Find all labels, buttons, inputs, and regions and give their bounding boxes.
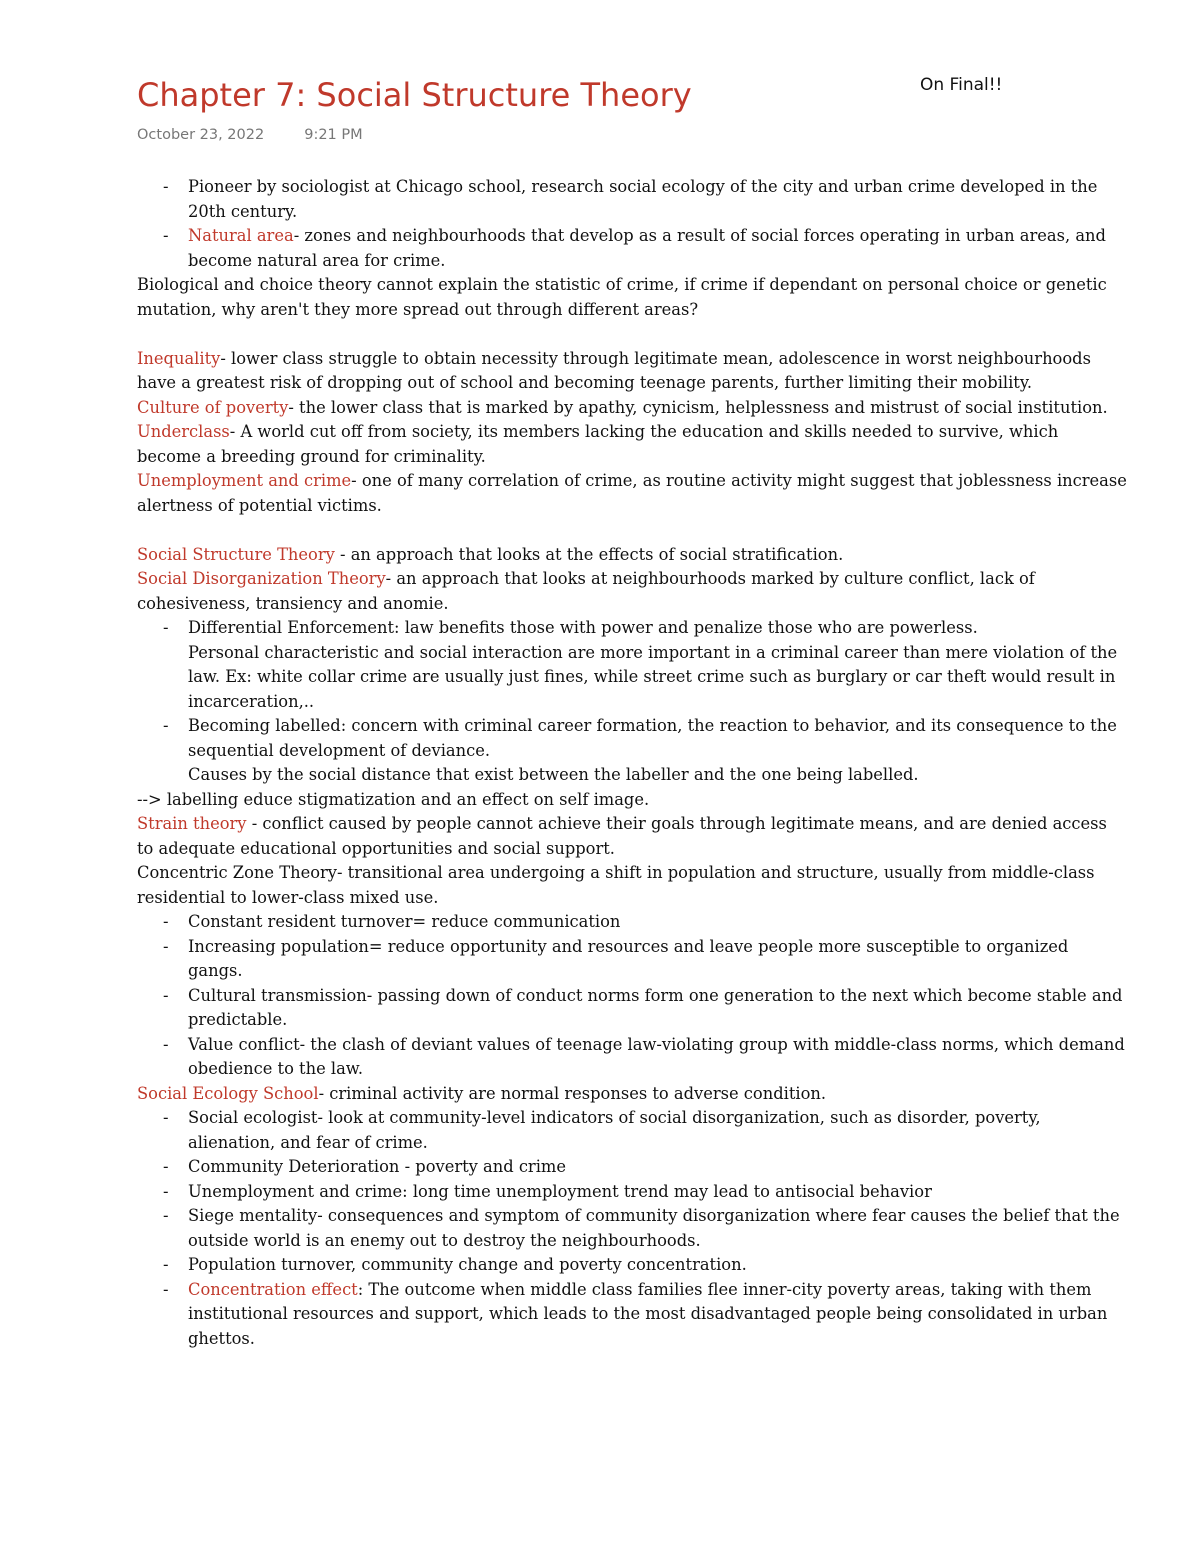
bullet-item	[137, 616, 1127, 641]
arrow-note: --> labelling educe stigmatization and an effect on self image.	[137, 789, 650, 809]
bullet-text: Community Deterioration - poverty and crime	[188, 1157, 566, 1176]
bullet-dash: -	[163, 177, 169, 196]
term-concentration-effect: Concentration effect	[188, 1279, 358, 1299]
bullet-item	[137, 1278, 1127, 1352]
bullet-dash: -	[163, 226, 169, 245]
definition-text: - conflict caused by people cannot achieve their goals through legitimate means, and are denied access to adequate educational opportunities and social support.	[137, 814, 1107, 858]
definition-social-disorganization-theory	[137, 567, 1127, 616]
term-natural-area: Natural area	[188, 226, 294, 245]
bullet-text: Unemployment and crime: long time unemployment trend may lead to antisocial behavior	[188, 1181, 932, 1201]
term-social-structure-theory: Social Structure Theory	[137, 544, 341, 564]
bullet-item	[137, 1155, 1127, 1180]
bullet-text: Increasing population= reduce opportunity and resources and leave people more susceptible to organized gangs.	[188, 936, 1069, 980]
note-body	[137, 175, 1127, 1351]
bullet-dash: -	[163, 1108, 169, 1127]
bullet-text: Value conflict- the clash of deviant values of teenage law-violating group with middle-class norms, which demand obedience to the law.	[188, 1034, 1125, 1078]
note-tag: On Final!!	[920, 75, 1003, 95]
bullet-dash: -	[163, 1181, 169, 1201]
definition-underclass	[137, 420, 1127, 469]
bullet-text: Becoming labelled: concern with criminal career formation, the reaction to behavior, and its consequence to the sequential development of deviance.	[188, 716, 1117, 760]
page-title: Chapter 7: Social Structure Theory	[137, 76, 692, 114]
definition-culture-of-poverty	[137, 396, 1127, 421]
definition-text: - A world cut off from society, its members lacking the education and skills needed to survive, which become a breeding ground for criminality.	[137, 422, 1059, 466]
bullet-dash: -	[163, 1157, 169, 1176]
bullet-dash: -	[163, 716, 169, 735]
definition-text: - an approach that looks at the effects of social stratification.	[340, 544, 844, 564]
bullet-dash: -	[163, 1034, 169, 1054]
bullet-item	[137, 1204, 1127, 1253]
bullet-continuation: Causes by the social distance that exist between the labeller and the one being labelled.	[188, 765, 919, 784]
bullet-item	[137, 1180, 1127, 1205]
definition-text: - the lower class that is marked by apathy, cynicism, helplessness and mistrust of social institution.	[288, 397, 1108, 417]
definition-text: - criminal activity are normal responses to adverse condition.	[318, 1083, 827, 1103]
bullet-dash: -	[163, 1206, 169, 1225]
page-time: 9:21 PM	[304, 127, 363, 143]
bullet-text: Pioneer by sociologist at Chicago school, research social ecology of the city and urban crime developed in the 20th century.	[188, 177, 1098, 221]
bullet-continuation: Personal characteristic and social interaction are more important in a criminal career than mere violation of the law. Ex: white collar crime are usually just fines, while street crime such as burglary or car theft would result in incarceration,..	[188, 642, 1118, 711]
bullet-dash: -	[163, 1255, 169, 1274]
page-date: October 23, 2022	[137, 127, 265, 143]
bullet-dash: -	[163, 985, 169, 1005]
definition-text: - one of many correlation of crime, as routine activity might suggest that joblessness increase alertness of potential victims.	[137, 471, 1127, 515]
bullet-dash: -	[163, 1279, 169, 1299]
term-culture-of-poverty: Culture of poverty	[137, 397, 289, 417]
term-inequality: Inequality	[137, 348, 221, 368]
definition-text: - zones and neighbourhoods that develop as a result of social forces operating in urban areas, and become natural area for crime.	[188, 226, 1106, 270]
bullet-text: Cultural transmission- passing down of conduct norms form one generation to the next which become stable and predictable.	[188, 985, 1123, 1029]
definition-social-structure-theory	[137, 543, 1127, 568]
bullet-item	[137, 175, 1127, 224]
bullet-dash: -	[163, 936, 169, 956]
bullet-item	[137, 1253, 1127, 1278]
bullet-dash: -	[163, 912, 169, 931]
term-unemployment-and-crime: Unemployment and crime	[137, 471, 352, 490]
definition-inequality	[137, 347, 1127, 396]
bullet-item	[137, 935, 1127, 984]
definition-text: - an approach that looks at neighbourhoods marked by culture conflict, lack of cohesiveness, transiency and anomie.	[137, 569, 1035, 613]
blank-line	[137, 322, 1127, 347]
definition-strain-theory	[137, 812, 1127, 861]
bullet-item	[137, 224, 1127, 273]
term-strain-theory: Strain theory	[137, 814, 252, 833]
bullet-item	[137, 1106, 1127, 1155]
definition-text: - lower class struggle to obtain necessity through legitimate mean, adolescence in worst neighbourhoods have a greatest risk of dropping out of school and becoming teenage parents, further limiting their mobility.	[137, 348, 1091, 392]
blank-line	[137, 518, 1127, 543]
bullet-item	[137, 984, 1127, 1033]
definition-text: : The outcome when middle class families flee inner-city poverty areas, taking with them institutional resources and support, which leads to the most disadvantaged people being consolidated in urban ghettos.	[188, 1279, 1108, 1348]
bullet-text: Population turnover, community change and poverty concentration.	[188, 1255, 747, 1274]
page-meta	[137, 127, 363, 143]
definition-social-ecology-school	[137, 1082, 1127, 1107]
definition-concentric-zone-theory: Concentric Zone Theory- transitional area undergoing a shift in population and structure, usually from middle-class residential to lower-class mixed use.	[137, 863, 1095, 907]
term-social-disorganization-theory: Social Disorganization Theory	[137, 569, 386, 588]
bullet-text: Siege mentality- consequences and symptom of community disorganization where fear causes the belief that the outside world is an enemy out to destroy the neighbourhoods.	[188, 1206, 1120, 1250]
bullet-item	[137, 910, 1127, 935]
bullet-text: Differential Enforcement: law benefits those with power and penalize those who are powerless.	[188, 618, 978, 637]
bullet-item	[137, 1033, 1127, 1082]
term-underclass: Underclass	[137, 422, 230, 441]
bullet-text: Social ecologist- look at community-level indicators of social disorganization, such as disorder, poverty, alienation, and fear of crime.	[188, 1108, 1041, 1152]
bullet-text: Constant resident turnover= reduce communication	[188, 912, 621, 931]
definition-unemployment	[137, 469, 1127, 518]
paragraph: Biological and choice theory cannot explain the statistic of crime, if crime if dependant on personal choice or genetic mutation, why aren't they more spread out through different areas?	[137, 275, 1107, 319]
bullet-dash: -	[163, 618, 169, 637]
bullet-item	[137, 714, 1127, 763]
term-social-ecology-school: Social Ecology School	[137, 1083, 319, 1103]
